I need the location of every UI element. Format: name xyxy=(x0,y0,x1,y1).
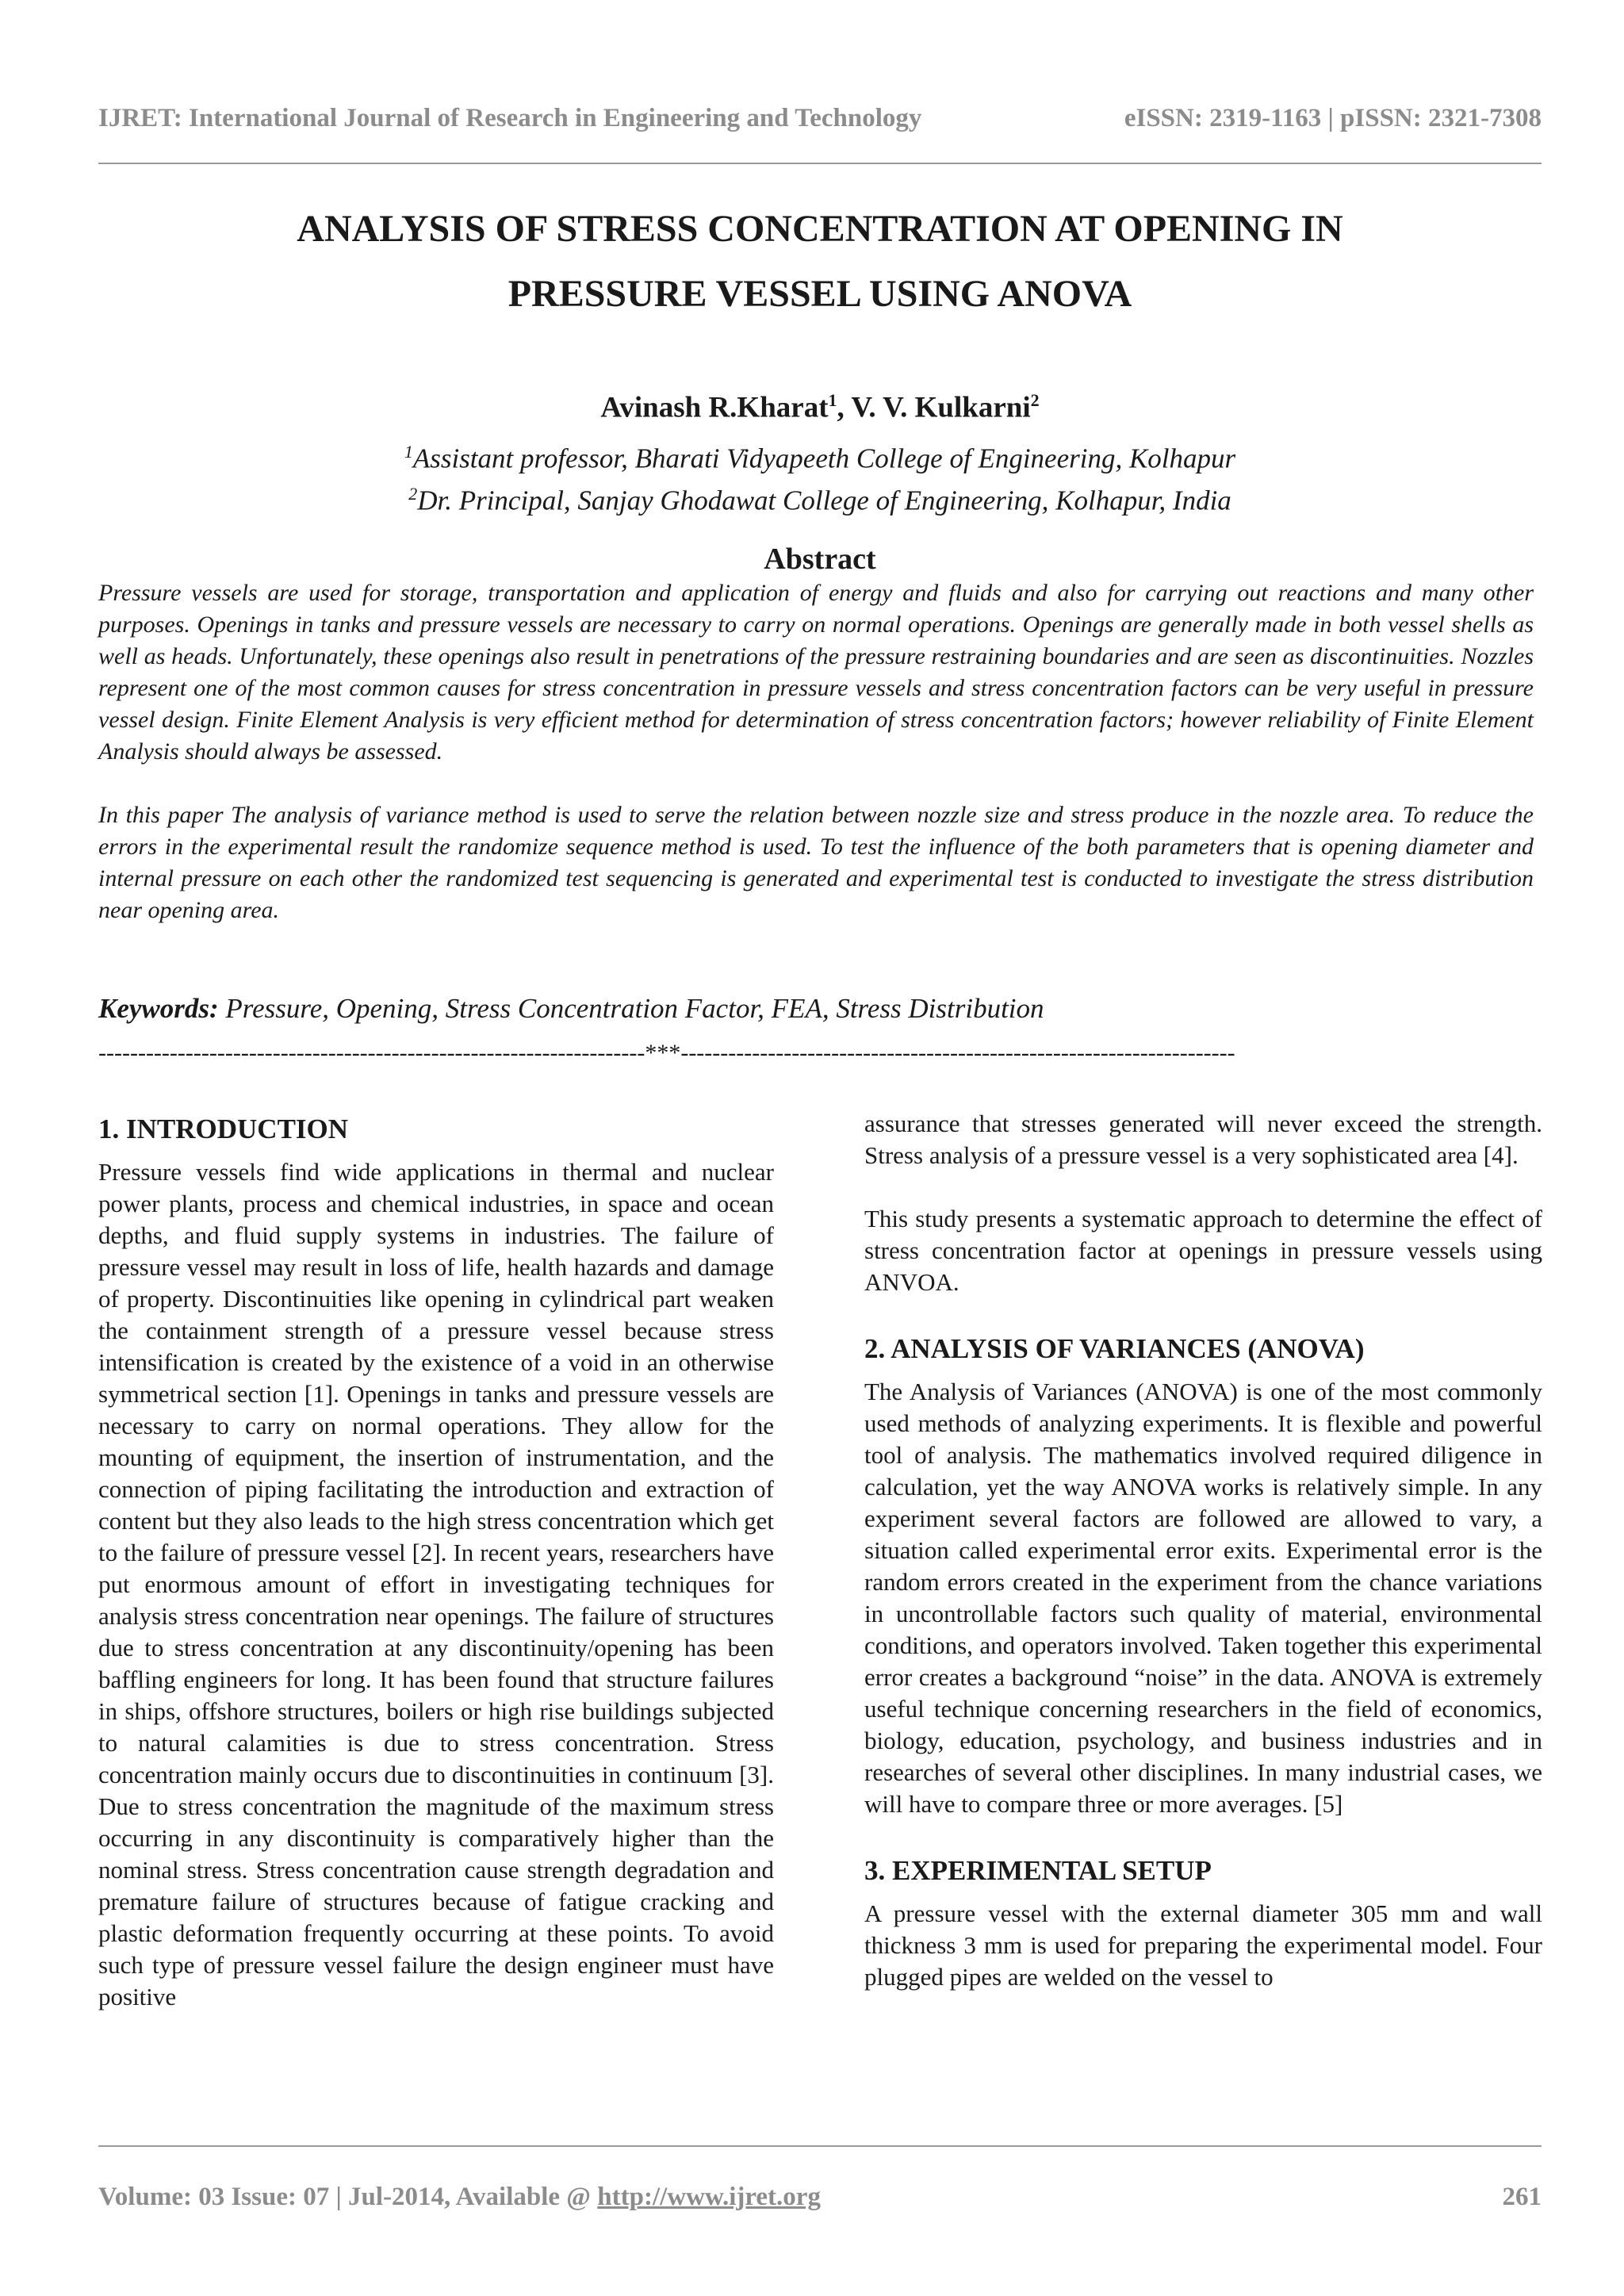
study-paragraph: This study presents a systematic approach to determine the effect of stress concentration factor at openings in pressure vessels using ANVOA. xyxy=(864,1205,1542,1296)
author-2: V. V. Kulkarni xyxy=(851,391,1031,424)
title-line-1: ANALYSIS OF STRESS CONCENTRATION AT OPENING IN xyxy=(297,208,1343,250)
left-column xyxy=(98,1110,774,2013)
abstract-paragraph-1: Pressure vessels are used for storage, transportation and application of energy and fluids and also for carrying out reactions and many other purposes. Openings in tanks and pressure vessels are necessary to carry on normal operations. Openings are generally made in both vessel shells as well as heads. Unfortunately, these openings also result in penetrations of the pressure restraining boundaries and are seen as discontinuities. Nozzles represent one of the most common causes for stress concentration in pressure vessels and stress concentration factors can be very useful in pressure vessel design. Finite Element Analysis is very efficient method for determination of stress concentration factors; however reliability of Finite Element Analysis should always be assessed. xyxy=(98,580,1534,765)
author-1-sup: 1 xyxy=(828,390,837,410)
title-line-2: PRESSURE VESSEL USING ANOVA xyxy=(508,273,1132,315)
experimental-setup-paragraph: A pressure vessel with the external diameter 305 mm and wall thickness 3 mm is used for preparing the experimental model. Four plugged pipes are welded on the vessel to xyxy=(864,1899,1542,1991)
anova-paragraph: The Analysis of Variances (ANOVA) is one of the most commonly used methods of analyzing experiments. It is flexible and powerful tool of analysis. The mathematics involved required diligence in calculation, yet the way ANOVA works is relatively simple. In any experiment several factors are followed are allowed to vary, a situation called experimental error exits. Experimental error is the random errors created in the experiment from the chance variations in uncontrollable factors such quality of material, environmental conditions, and operators involved. Taken together this experimental error creates a background “noise” in the data. ANOVA is extremely useful technique concerning researchers in the field of economics, biology, education, psychology, and business industries and in researches of several other disciplines. In many industrial cases, we will have to compare three or more averages. [5] xyxy=(864,1378,1542,1818)
introduction-heading: 1. INTRODUCTION xyxy=(98,1114,349,1144)
running-header xyxy=(98,98,1542,138)
footer-divider xyxy=(98,2145,1542,2147)
anova-heading: 2. ANALYSIS OF VARIANCES (ANOVA) xyxy=(864,1333,1365,1364)
introduction-continuation: assurance that stresses generated will never exceed the strength. Stress analysis of a pressure vessel is a very sophisticated area [4]. xyxy=(864,1110,1542,1169)
page-number: 261 xyxy=(1502,2182,1542,2211)
abstract-body xyxy=(98,577,1534,926)
keywords-label: Keywords: xyxy=(98,993,219,1024)
affiliation-1-text: Assistant professor, Bharati Vidyapeeth College of Engineering, Kolhapur xyxy=(412,443,1236,474)
abstract-paragraph-2: In this paper The analysis of variance method is used to serve the relation between nozzle size and stress produce in the nozzle area. To reduce the errors in the experimental result the randomize sequence method is used. To test the influence of the both parameters that is opening diameter and internal pressure on each other the randomized test sequencing is generated and experimental test is conducted to investigate the stress distribution near opening area. xyxy=(98,802,1534,923)
affiliation-2 xyxy=(98,477,1542,519)
running-footer xyxy=(98,2177,1542,2217)
journal-name: IJRET: International Journal of Research in Engineering and Technology xyxy=(98,103,922,132)
affiliations xyxy=(98,435,1542,518)
affiliation-2-sup: 2 xyxy=(408,483,418,504)
volume-info xyxy=(98,2183,821,2212)
affiliation-1-sup: 1 xyxy=(404,442,413,462)
affiliation-2-text: Dr. Principal, Sanjay Ghodawat College of Engineering, Kolhapur, India xyxy=(417,485,1231,516)
journal-link[interactable]: http://www.ijret.org xyxy=(597,2182,821,2211)
author-2-sup: 2 xyxy=(1030,390,1040,410)
introduction-paragraph: Pressure vessels find wide applications in thermal and nuclear power plants, process and chemical industries, in space and ocean depths, and fluid supply systems in industries. The failure of pressure vessel may result in loss of life, health hazards and damage of property. Discontinuities like opening in cylindrical part weaken the containment strength of a pressure vessel because stress intensification is created by the existence of a void in an otherwise symmetrical section [1]. Openings in tanks and pressure vessels are necessary to carry on normal operations. They allow for the mounting of equipment, the insertion of instrumentation, and the connection of piping facilitating the introduction and extraction of content but they also leads to the high stress concentration which get to the failure of pressure vessel [2]. In recent years, researchers have put enormous amount of effort in investigating techniques for analysis stress concentration near openings. The failure of structures due to stress concentration at any discontinuity/opening has been baffling engineers for long. It has been found that structure failures in ships, offshore structures, boilers or high rise buildings subjected to natural calamities is due to stress concentration. Stress concentration mainly occurs due to discontinuities in continuum [3]. Due to stress concentration the magnitude of the maximum stress occurring in any discontinuity is comparatively higher than the nominal stress. Stress concentration cause strength degradation and premature failure of structures because of fatigue cracking and plastic deformation frequently occurring at these points. To avoid such type of pressure vessel failure the design engineer must have positive xyxy=(98,1158,774,2010)
author-separator: , xyxy=(837,391,852,424)
experimental-setup-heading: 3. EXPERIMENTAL SETUP xyxy=(864,1855,1212,1886)
affiliation-1 xyxy=(98,435,1542,477)
author-list xyxy=(98,381,1542,427)
volume-text: Volume: 03 Issue: 07 | Jul-2014, Available @ xyxy=(98,2182,598,2211)
abstract-heading: Abstract xyxy=(764,542,876,576)
right-column xyxy=(864,1108,1542,1993)
keywords-text: Pressure, Opening, Stress Concentration Factor, FEA, Stress Distribution xyxy=(218,993,1044,1024)
paper-title xyxy=(98,197,1542,327)
issn-info: eISSN: 2319-1163 | pISSN: 2321-7308 xyxy=(1124,103,1542,132)
author-1: Avinash R.Kharat xyxy=(600,391,829,424)
header-divider xyxy=(98,163,1542,164)
section-divider: ---------------------------------------------------------------------***---------------------------------------------------------------------- xyxy=(98,1040,1235,1066)
keywords xyxy=(98,991,1542,1027)
